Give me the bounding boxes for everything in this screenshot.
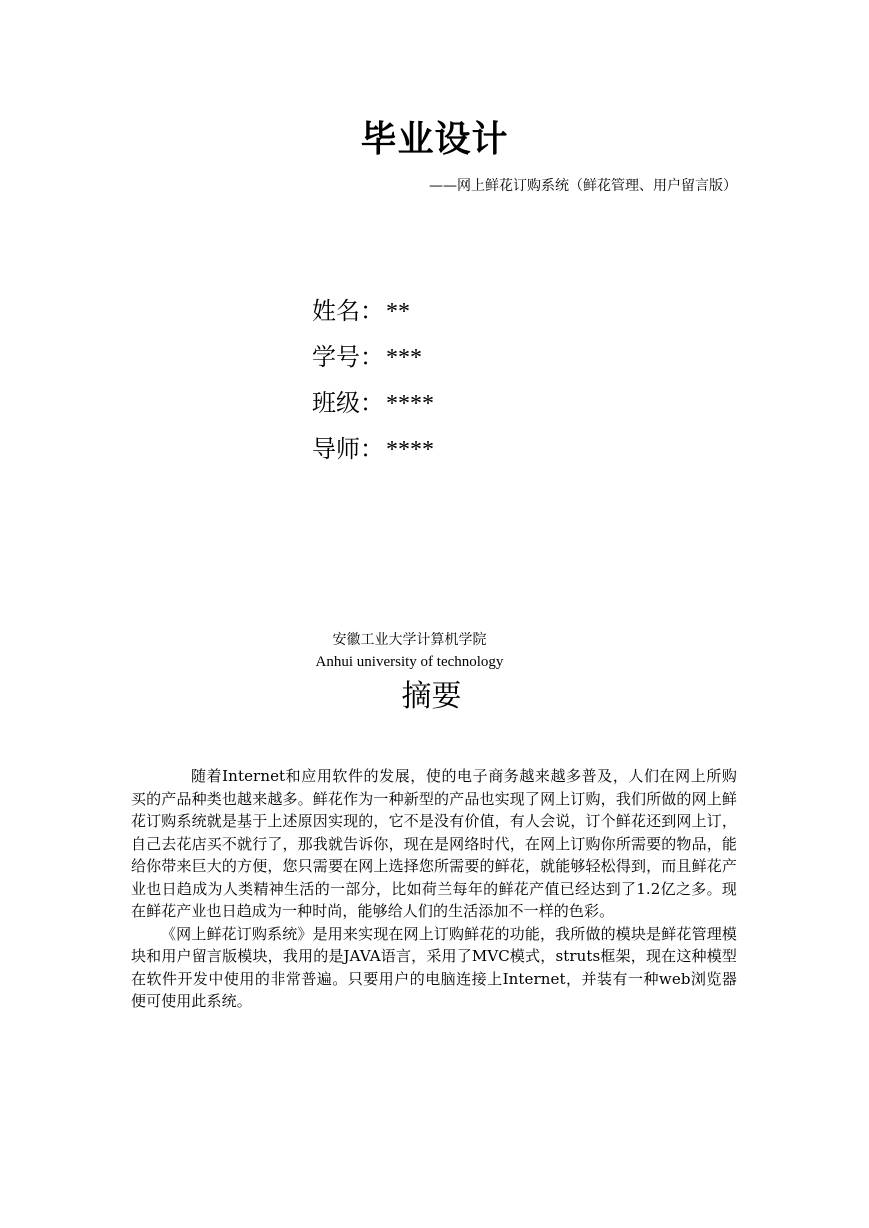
info-label-name: 姓名： [312, 297, 384, 325]
info-row-student-id [312, 334, 572, 380]
info-value-student-id: *** [386, 345, 422, 371]
info-label-advisor: 导师： [312, 435, 384, 463]
school-name-en: Anhui university of technology [315, 654, 504, 670]
abstract-paragraph-1: 随着Internet和应用软件的发展，使的电子商务越来越多普及，人们在网上所购买的产品种类也越来越多。鲜花作为一种新型的产品也实现了网上订购，我们所做的网上鲜花订购系统就是基于上述原因实现的，它不是没有价值，有人会说，订个鲜花还到网上订，自己去花店买不就行了，那我就告诉你，现在是网络时代，在网上订购你所需要的物品，能给你带来巨大的方便，您只需要在网上选择您所需要的鲜花，就能够轻松得到，而且鲜花产业也日趋成为人类精神生活的一部分，比如荷兰每年的鲜花产值已经达到了1.2亿之多。现在鲜花产业也日趋成为一种时尚，能够给人们的生活添加不一样的色彩。 [131, 767, 737, 920]
abstract-paragraph-2: 《网上鲜花订购系统》是用来实现在网上订购鲜花的功能，我所做的模块是鲜花管理模块和用户留言版模块，我用的是JAVA语言，采用了MVC模式，struts框架，现在这种模型在软件开发中使用的非常普遍。只要用户的电脑连接上Internet，并装有一种web浏览器便可使用此系统。 [131, 924, 737, 1010]
info-row-advisor [312, 426, 572, 472]
info-label-class: 班级： [312, 389, 384, 417]
info-value-class: **** [386, 391, 434, 417]
school-name-cn: 安徽工业大学计算机学院 [332, 632, 487, 648]
info-value-name: ** [386, 299, 410, 325]
thesis-title: 毕业设计 [360, 119, 509, 160]
info-value-advisor: **** [386, 437, 434, 463]
abstract-body [131, 765, 737, 1013]
abstract-heading: 摘要 [401, 679, 462, 714]
thesis-subtitle: ——网上鲜花订购系统（鲜花管理、用户留言版） [429, 178, 737, 194]
student-info-block [312, 288, 572, 472]
info-row-name [312, 288, 572, 334]
info-label-student-id: 学号： [312, 343, 384, 371]
info-row-class [312, 380, 572, 426]
